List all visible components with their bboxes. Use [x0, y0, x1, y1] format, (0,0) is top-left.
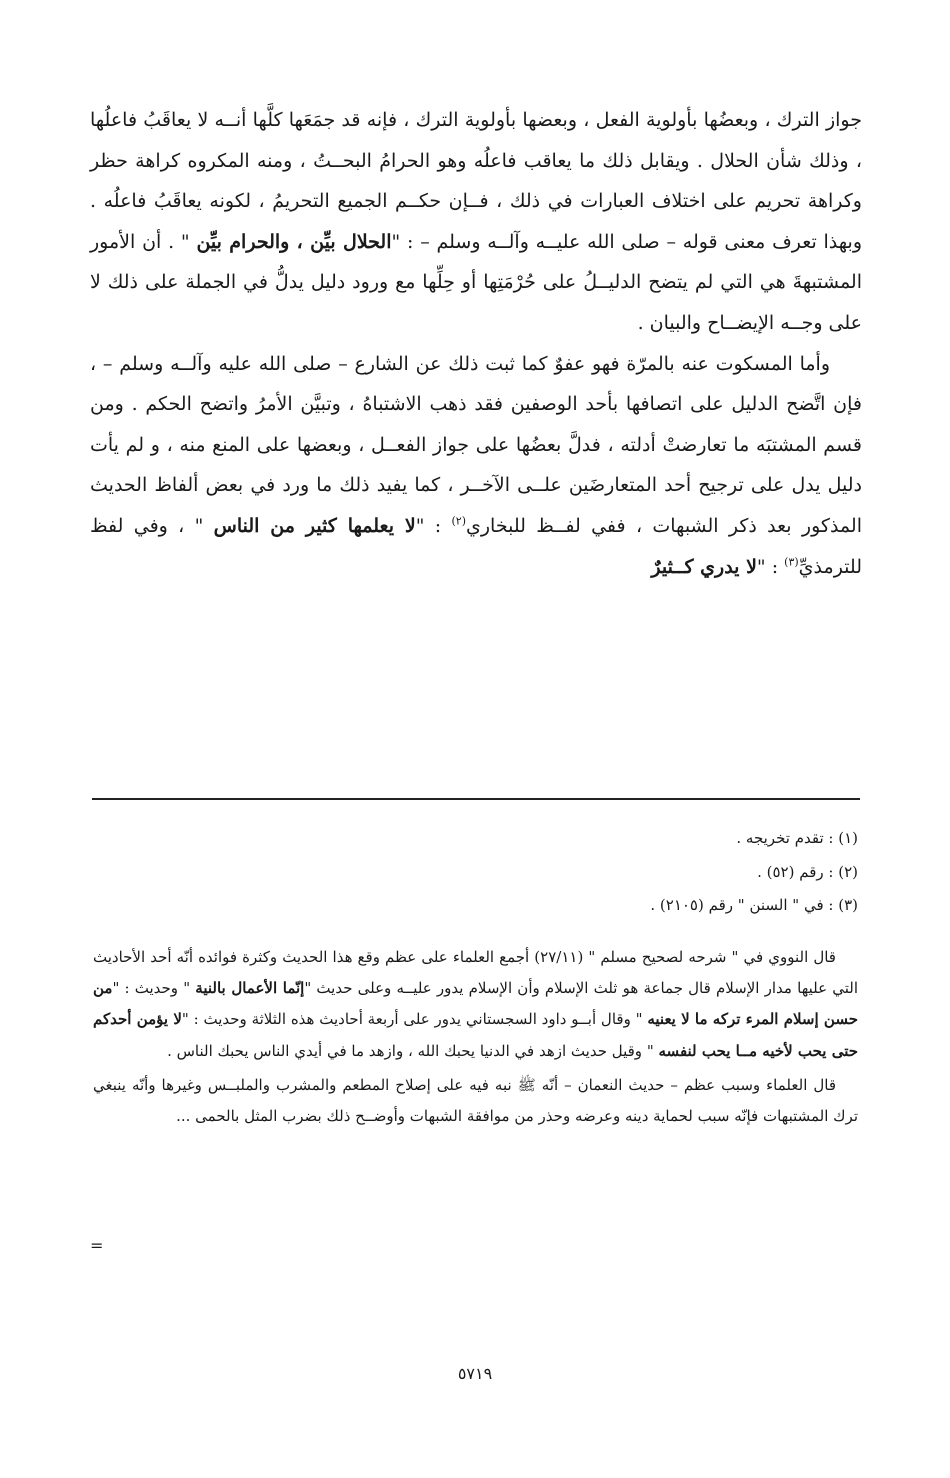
text-run: وأما المسكوت عنه بالمرّة فهو عفوٌ كما ثبت ذلك عن الشارع – صلى الله عليه وآلــه وسلم – ، فإن اتَّضح الدليل على اتصافها بأحد الوصفين فقد ذهب الاشتباهُ ، وتبيَّن الأمرُ واتضح الحكم . ومن قسم المشتبَه ما تعارضتْ أدلته ، فدلَّ بعضُها على جواز الفعــل ، وبعضها على المنع منه ، و لم يأت دليل يدل على ترجيح أحد المتعارضَين علــى الآخــر ، كما يفيد ذلك ما ورد في بعض ألفاظ الحديث المذكور بعد ذكر الشبهات ، ففي لفــظ للبخاري [90, 352, 862, 537]
footnote-1: (١) : تقدم تخريجه . [736, 829, 858, 847]
commentary-paragraph-1 [93, 942, 858, 1067]
footnote-marker-3[interactable]: (٣) [784, 555, 799, 569]
hadith-quote-bold: لا يؤمن أحدكم حتى يحب لأخيه مــا يحب لنفسه [93, 1010, 858, 1060]
page-number: ٥٧١٩ [457, 1364, 493, 1383]
hadith-quote-bold: من حسن إسلام المرء تركه ما لا يعنيه [93, 979, 858, 1029]
continuation-mark: = [90, 1236, 104, 1255]
hadith-quote-bold: لا يعلمها كثير من الناس [213, 514, 416, 537]
text-run: : " [756, 555, 785, 578]
commentary-paragraph-2: قال العلماء وسبب عظم – حديث النعمان – أنّه ﷺ نبه فيه على إصلاح المطعم والمشرب والملبــس وغيرها وأنّه ينبغي ترك المشتبهات فإنّه سبب لحماية دينه وعرضه وحذر من موافقة الشبهات وأوضــح ذلك بضرب المثل بالحمى ... [93, 1075, 858, 1126]
footnotes-section [146, 822, 858, 923]
hadith-quote-bold: لا يدري كــثيرٌ [651, 555, 757, 578]
main-paragraph-1 [90, 100, 862, 344]
main-paragraph-2 [90, 344, 862, 588]
footnote-separator-line [92, 798, 860, 800]
text-run: " ، وفي لفظ للترمذيِّ [90, 514, 862, 578]
text-run: " . أن الأمور المشتبهةَ هي التي لم يتضح الدليــلُ على حُرْمَتِها أو حِلِّها مع ورود دليل يدلُّ في الجملة على ذلك لا على وجــه الإيضــاح والبيان . [90, 230, 862, 334]
hadith-quote-bold: الحلال بيِّن ، والحرام بيِّن [196, 230, 392, 253]
commentary-section [93, 942, 858, 1132]
text-run: قال النووي في " شرحه لصحيح مسلم " (٢٧/١١) أجمع العلماء على عظم وقع هذا الحديث وكثرة فوائده أنّه أحد الأحاديث التي عليها مدار الإسلام قال جماعة هو ثلث الإسلام وأن الإسلام يدور عليــه وعلى حديث " [93, 948, 858, 998]
main-text-body [90, 100, 862, 587]
text-run: : " [415, 514, 452, 537]
footnote-marker-2[interactable]: (٢) [451, 514, 466, 528]
text-run: جواز الترك ، وبعضُها بأولوية الفعل ، وبعضها بأولوية الترك ، فإنه قد جمَعَها كلَّها أنــه لا يعاقَبُ فاعلُها ، وذلك شأن الحلال . ويقابل ذلك ما يعاقب فاعلُه وهو الحرامُ البحــتُ ، ومنه المكروه كراهة حظر وكراهة تحريم على اختلاف العبارات في ذلك ، فــإن حكــم الجميع التحريمُ ، لكونه يعاقَبُ فاعلُه . وبهذا تعرف معنى قوله – صلى الله عليــه وآلــه وسلم – : " [90, 109, 863, 253]
footnote-3: (٣) : في " السنن " رقم (٢١٠٥) . [650, 896, 858, 914]
hadith-quote-bold: إنّما الأعمال بالنية [195, 979, 305, 998]
footnote-2: (٢) : رقم (٥٢) . [757, 862, 858, 881]
text-run: " وحديث : " [112, 979, 191, 998]
text-run: " وقيل حديث ازهد في الدنيا يحبك الله ، وازهد ما في أيدي الناس يحبك الناس . [167, 1041, 654, 1060]
text-run: " وقال أبــو داود السجستاني يدور على أربعة أحاديث هذه الثلاثة وحديث : " [181, 1010, 643, 1029]
